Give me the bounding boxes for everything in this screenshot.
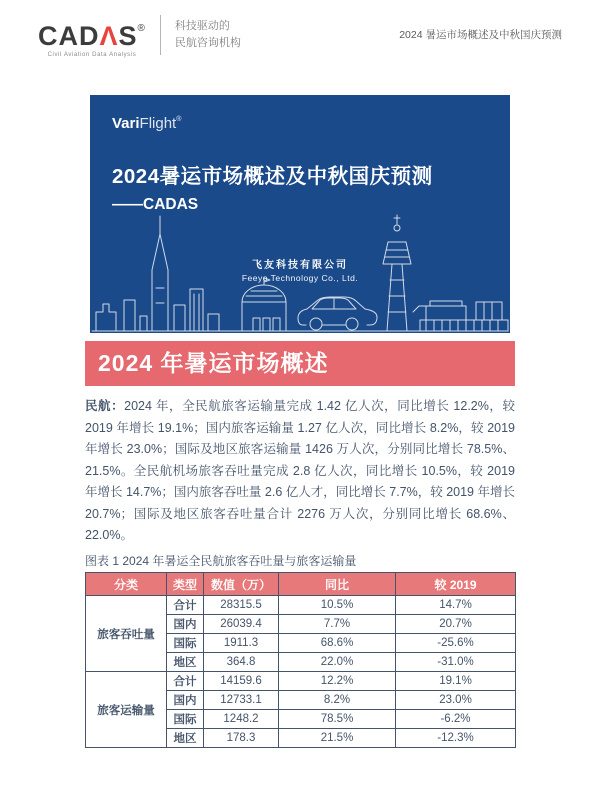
table-header-row: [86, 573, 516, 596]
table-cell: 1911.3: [204, 634, 279, 653]
table-cell: 364.8: [204, 653, 279, 672]
cadas-logo-subtitle: Civil Aviation Data Analysis: [47, 52, 137, 58]
cadas-tagline: [175, 14, 241, 52]
variflight-logo-light: Flight: [139, 115, 177, 132]
table-cell: 14.7%: [396, 596, 516, 615]
hero-subtitle: ——CADAS: [112, 196, 199, 213]
running-head-title: 2024 暑运市场概述及中秋国庆预测: [399, 29, 562, 41]
table-cell: 8.2%: [279, 691, 396, 710]
section-title-banner: 2024 年暑运市场概述: [85, 341, 515, 386]
table-cell: 地区: [167, 729, 204, 748]
company-signature: [90, 256, 510, 283]
table-row: [86, 672, 516, 691]
table-cell: 178.3: [204, 729, 279, 748]
table-header-cell: 同比: [279, 573, 396, 596]
table-body: [86, 596, 516, 748]
table-cell: 10.5%: [279, 596, 396, 615]
table-cell: 23.0%: [396, 691, 516, 710]
table-cell: 合计: [167, 596, 204, 615]
registered-mark-icon: ®: [176, 116, 182, 123]
tagline-line2: 民航咨询机构: [174, 37, 241, 49]
table-cell: 22.0%: [279, 653, 396, 672]
table-caption: 图表 1 2024 年暑运全民航旅客吞吐量与旅客运输量: [85, 554, 357, 568]
table-cell: 19.1%: [396, 672, 516, 691]
page-header: [38, 14, 562, 58]
company-name-en: Feeyo Technology Co., Ltd.: [241, 273, 359, 283]
table-cell: 国际: [167, 634, 204, 653]
logo-part-red: Λ: [99, 21, 119, 51]
variflight-logo: [112, 115, 181, 132]
table-cell: 68.6%: [279, 634, 396, 653]
table-cell: 合计: [167, 672, 204, 691]
table-cell: -25.6%: [396, 634, 516, 653]
hero-title: 2024暑运市场概述及中秋国庆预测: [112, 165, 433, 188]
table-cell: 1248.2: [204, 710, 279, 729]
cadas-logo: [38, 14, 146, 58]
hero-title-block: [112, 159, 433, 214]
header-divider: [160, 15, 161, 55]
table-cell: -6.2%: [396, 710, 516, 729]
table-cell: 7.7%: [279, 615, 396, 634]
table-cell: -31.0%: [396, 653, 516, 672]
table-cell: 28315.5: [204, 596, 279, 615]
table-cell: 14159.6: [204, 672, 279, 691]
registered-mark-icon: ®: [137, 23, 146, 34]
table-cell: 12733.1: [204, 691, 279, 710]
paragraph-body: 2024 年，全民航旅客运输量完成 1.42 亿人次，同比增长 12.2%，较 2019 年增长 19.1%；国内旅客运输量 1.27 亿人次，同比增长 8.2%，较 2019 年增长 23.0%；国际及地区旅客运输量 1426 万人次，分别同比增长 78.5%、21.5%。全民航机场旅客吞吐量完成 2.8 亿人次，同比增长 10.5%，较 2019 年增长 14.7%；国内旅客吞吐量 2.6 亿人才，同比增长 7.7%，较 2019 年增长 20.7%；国际及地区旅客吞吐量合计 2276 万人次，分别同比增长 68.6%、22.0%。: [85, 399, 515, 542]
paragraph-lead: 民航：: [85, 399, 125, 413]
category-cell: 旅客运输量: [86, 672, 167, 748]
table-cell: 国际: [167, 710, 204, 729]
logo-part-dark: CAD: [38, 21, 100, 51]
cadas-logo-wordmark: [38, 14, 146, 51]
summary-paragraph: [85, 396, 515, 547]
table-cell: 地区: [167, 653, 204, 672]
table-cell: 12.2%: [279, 672, 396, 691]
table-header-cell: 较 2019: [396, 573, 516, 596]
table-header-cell: 分类: [86, 573, 167, 596]
hero-banner: [90, 95, 510, 333]
table-cell: 20.7%: [396, 615, 516, 634]
table-header-cell: 数值（万）: [204, 573, 279, 596]
table-cell: 国内: [167, 615, 204, 634]
table-header-cell: 类型: [167, 573, 204, 596]
variflight-logo-bold: Vari: [112, 115, 140, 132]
table-cell: 26039.4: [204, 615, 279, 634]
table-cell: 78.5%: [279, 710, 396, 729]
table-row: [86, 596, 516, 615]
company-name-cn: 飞友科技有限公司: [252, 260, 348, 271]
category-cell: 旅客吞吐量: [86, 596, 167, 672]
logo-part-dark2: S: [118, 21, 138, 51]
table-cell: -12.3%: [396, 729, 516, 748]
tagline-line1: 科技驱动的: [174, 20, 230, 32]
summer-traffic-table: [85, 572, 516, 748]
table-cell: 21.5%: [279, 729, 396, 748]
table-cell: 国内: [167, 691, 204, 710]
